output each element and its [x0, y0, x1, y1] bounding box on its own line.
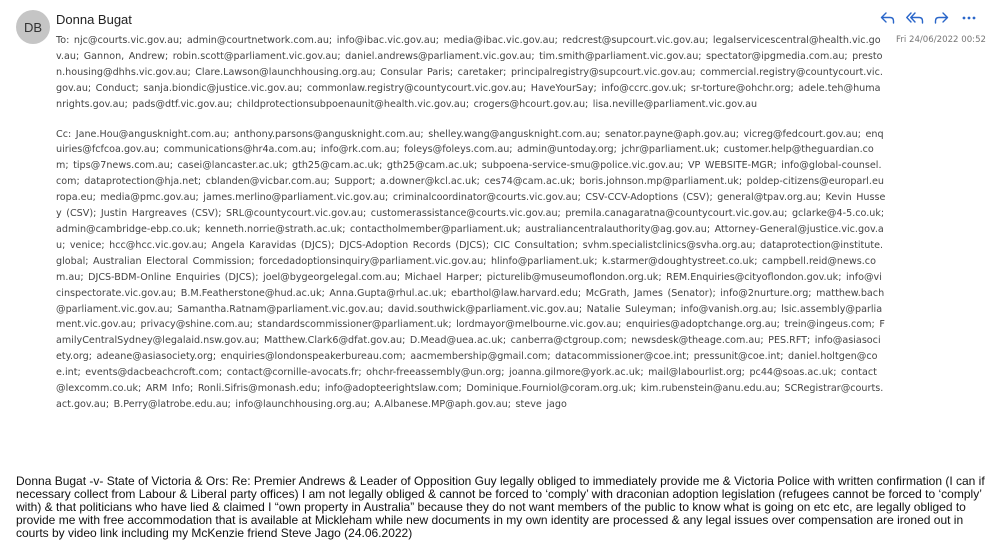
more-icon[interactable]	[959, 8, 978, 28]
to-recipients[interactable]: To: njc@courts.vic.gov.au; admin@courtnetwork.com.au; info@ibac.vic.gov.au; media@ibac.vic.gov.au; redcrest@supcourt.vic.gov.au; legalservicescentral@health.vic.gov.au; Gannon, Andrew; robin.scott@parliament.vic.gov.au; daniel.andrews@parliament.vic.gov.au; tim.smith@parliament.vic.gov.au; spectator@ipgmedia.com.au; preston.housing@dhhs.vic.gov.au; Clare.Lawson@launchhousing.org.au; Consular Paris; caretaker; principalregistry@supcourt.vic.gov.au; commercial.registry@countycourt.vic.gov.au; Conduct; sanja.biondic@justice.vic.gov.au; commonlaw.registry@countycourt.vic.gov.au; HaveYourSay; info@ccrc.gov.uk; sr-torture@ohchr.org; adele.teh@humanrights.gov.au; pads@dtf.vic.gov.au; childprotectionsubpoenaunit@health.vic.gov.au; crogers@hcourt.gov.au; lisa.neville@parliament.vic.gov.au	[56, 35, 883, 110]
sender-name[interactable]: Donna Bugat	[56, 12, 132, 27]
message-date: Fri 24/06/2022 00:52	[896, 35, 986, 45]
sender-avatar	[16, 10, 50, 44]
cc-recipients[interactable]: Cc: Jane.Hou@angusknight.com.au; anthony.parsons@angusknight.com.au; shelley.wang@angusknight.com.au; senator.payne@aph.gov.au; vicreg@fedcourt.gov.au; enquiries@fcfcoa.gov.au; communications@hr4a.com.au; info@rk.com.au; foleys@foleys.com.au; admin@untoday.org; jchr@parliament.uk; customer.help@theguardian.com; tips@7news.com.au; casei@lancaster.ac.uk; gth25@cam.ac.uk; gth25@cam.ac.uk; subpoena-service-smu@police.vic.gov.au; VP WEBSITE-MGR; info@global-counsel.com; dataprotection@hja.net; cblanden@vicbar.com.au; Support; a.downer@kcl.ac.uk; ces74@cam.ac.uk; boris.johnson.mp@parliament.uk; poldep-citizens@europarl.europa.eu; media@pmc.gov.au; james.merlino@parliament.vic.gov.au; criminalcoordinator@courts.vic.gov.au; CSV-CCV-Adoptions (CSV); general@tpav.org.au; Kevin Hussey (CSV); Justin Hargreaves (CSV); SRL@countycourt.vic.gov.au; customerassistance@courts.vic.gov.au; premila.canagaratna@countycourt.vic.gov.au; gclarke@4-5.co.uk; admin@cambridge-ebp.co.uk; kenneth.norrie@strath.ac.uk; contactholmember@parliament.uk; australiancentralauthority@ag.gov.au; Attorney-General@justice.vic.gov.au; venice; hcc@hcc.vic.gov.au; Angela Karavidas (DJCS); DJCS-Adoption Records (DJCS); CIC Consultation; svhm.specialistclinics@svha.org.au; dataprotection@institute.global; Australian Electoral Commission; forcedadoptionsinquiry@parliament.vic.gov.au; hlinfo@parliament.uk; k.starmer@doughtystreet.co.uk; campbell.reid@news.com.au; DJCS-BDM-Online Enquiries (DJCS); joel@bygeorgelegal.com.au; Michael Harper; picturelib@museumoflondon.org.uk; REM.Enquiries@cityoflondon.gov.uk; info@vicinspectorate.vic.gov.au; B.M.Featherstone@hud.ac.uk; Anna.Gupta@rhul.ac.uk; ebarthol@law.harvard.edu; McGrath, James (Senator); info@2nurture.org; matthew.bach@parliament.vic.gov.au; Samantha.Ratnam@parliament.vic.gov.au; david.southwick@parliament.vic.gov.au; Natalie Suleyman; info@vanish.org.au; lsic.assembly@parliament.vic.gov.au; privacy@shine.com.au; standardscommissioner@parliament.uk; lordmayor@melbourne.vic.gov.au; enquiries@adoptchange.org.au; trein@ingeus.com; FamilyCentralSydney@legalaid.nsw.gov.au; Matthew.Clark6@dfat.gov.au; D.Mead@uea.ac.uk; canberra@ctgroup.com; newsdesk@theage.com.au; PES.RFT; info@asiasociety.org; adeane@asiasociety.org; enquiries@londonspeakerbureau.com; aacmembership@gmail.com; datacommissioner@coe.int; pressunit@coe.int; daniel.holtgen@coe.int; events@dacbeachcroft.com; contact@cornille-avocats.fr; ohchr-freeassembly@un.org; joanna.gilmore@york.ac.uk; mail@labourlist.org; pc44@soas.ac.uk; contact@lexcomm.co.uk; ARM Info; Ronli.Sifris@monash.edu; info@adopteerightslaw.com; Dominique.Fourniol@coram.org.uk; kim.rubenstein@anu.edu.au; SCRegistrar@courts.act.gov.au; B.Perry@latrobe.edu.au; info@launchhousing.org.au; A.Albanese.MP@aph.gov.au; steve jago	[56, 128, 886, 410]
reply-icon[interactable]	[878, 8, 897, 28]
recipients	[56, 33, 886, 413]
avatar-initials: DB	[23, 19, 43, 35]
message-actions	[878, 8, 978, 28]
reply-all-icon[interactable]	[905, 8, 924, 28]
forward-icon[interactable]	[932, 8, 951, 28]
message-body: Donna Bugat -v- State of Victoria & Ors: Re: Premier Andrews & Leader of Opposition Guy legally obliged to immediately provide me & Victoria Police with written confirmation (I can if necessary collect from Labour & Liberal party offices) I am not legally obliged & cannot be forced to ‘comply’ with draconian adoption legislation (refugees cannot be forced to ‘comply’ with) & that politicians who have lied & claimed I “own property in Australia” because they do not want members of the public to know what is going on etc etc, are legally obliged to provide me with free accommodation that is available at Mickleham while new documents in my own identity are processed & any legal issues over compensation are ironed out in courts by video link including my McKenzie friend Steve Jago (24.06.2022)	[16, 474, 985, 540]
